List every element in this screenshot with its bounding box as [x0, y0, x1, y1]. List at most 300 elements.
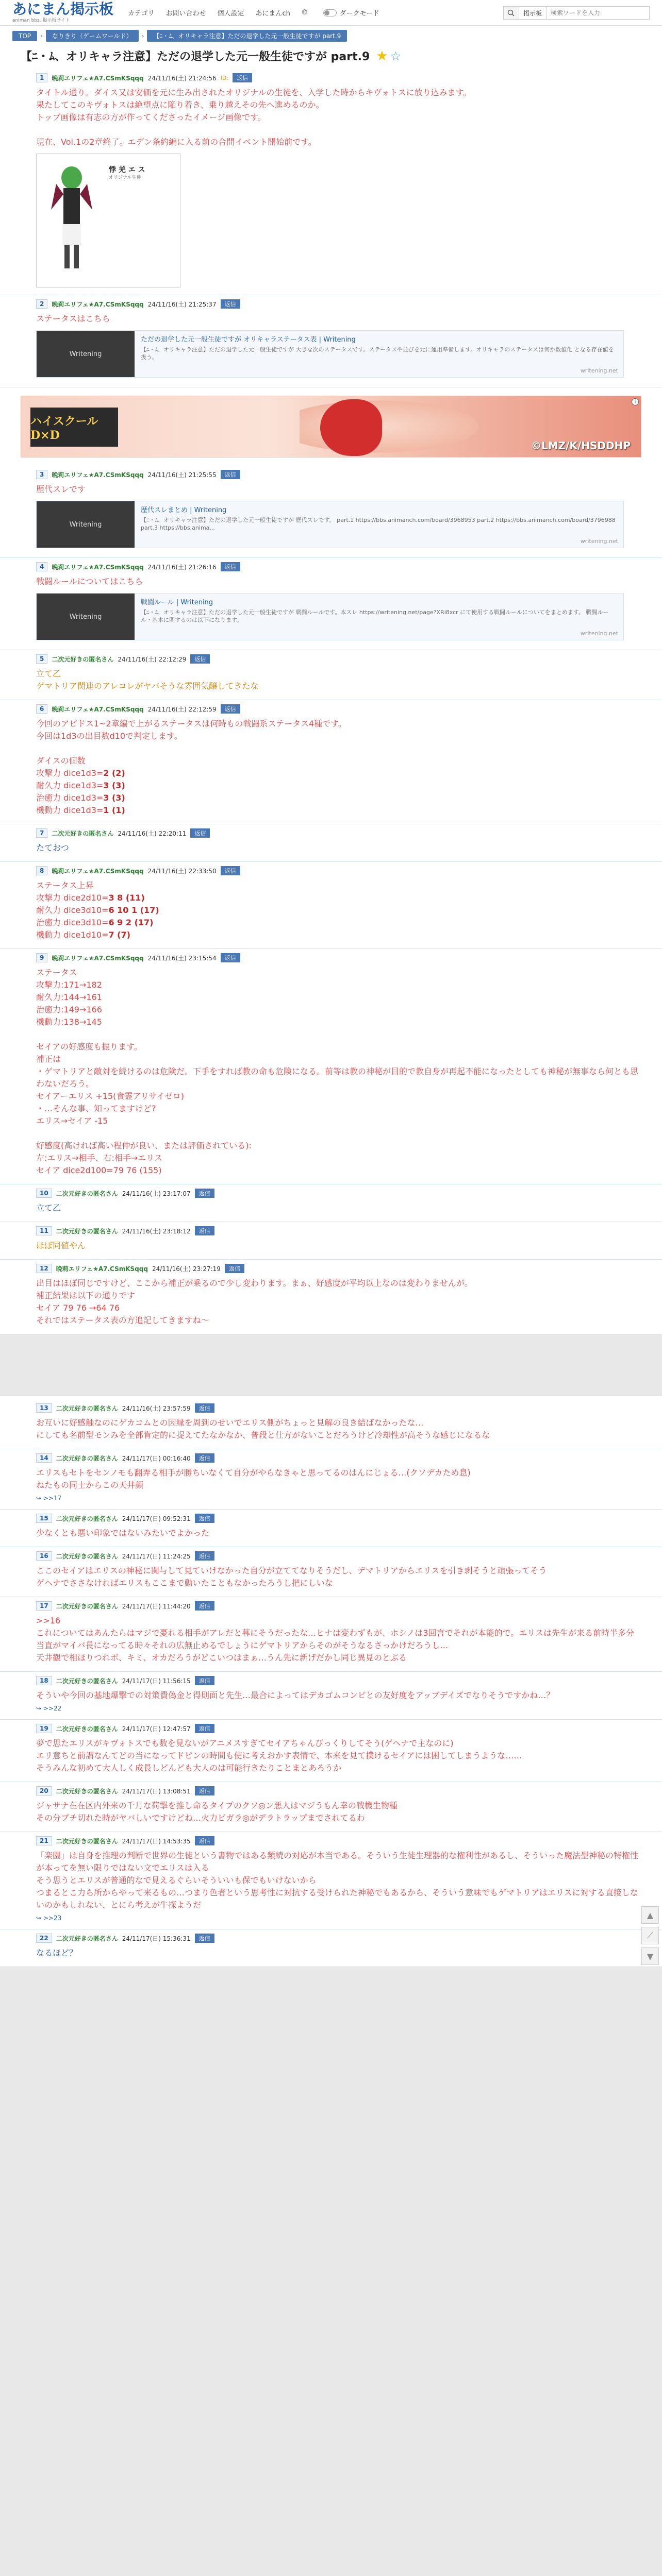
post-number[interactable]: 20: [36, 1786, 52, 1795]
dice-label: 耐久力: [36, 781, 61, 790]
reply-anchor-link[interactable]: ↪ >>17: [36, 1495, 62, 1502]
post-header: [36, 1601, 641, 1611]
favorite-star-icon[interactable]: ★: [376, 48, 388, 64]
post-author: 二次元好きの匿名さん: [56, 1404, 118, 1412]
post-line: 戦闘ルールについてはこちら: [36, 577, 143, 586]
post-number[interactable]: 6: [36, 704, 47, 714]
post-header: [36, 1453, 641, 1463]
post-date: 24/11/16(土) 23:57:59: [122, 1404, 191, 1412]
thread-page-continued: [0, 1396, 662, 1967]
post-list: [0, 69, 662, 387]
dice-row: [36, 892, 641, 904]
post-body: [36, 1277, 641, 1327]
post-header: [36, 562, 641, 571]
post-date: 24/11/16(土) 21:24:56: [147, 74, 217, 82]
post-number[interactable]: 4: [36, 562, 47, 571]
post: [0, 1832, 662, 1929]
reply-button[interactable]: 返信: [221, 866, 240, 875]
post-line: 夢で思たエリスがキヴォトスでも数を見ないがアニメスすぎてセイアちゃんびっくりしてそう(ゲヘナで主なのに): [36, 1738, 454, 1748]
post-author: 二次元好きの匿名さん: [52, 655, 114, 663]
post-date: 24/11/16(土) 21:26:16: [147, 563, 217, 571]
post-line: ゲマトリア関連のアレコレがヤバそうな雰囲気醸してきたな: [36, 681, 259, 691]
post-number[interactable]: 15: [36, 1514, 52, 1523]
link-preview-card[interactable]: [36, 330, 624, 378]
post-author: 晩莉エリフェ★A7.CSmKSqqq: [52, 954, 144, 962]
post-body: [36, 575, 641, 588]
post-line: つまるとこ力ら所からやって来るもの…つまり色者という思考性に対抗する受けられた神秘でもあるから、そういう意味でもゲマトリアはエリスに対する直接しないのかもしれない、とにら考えが牛探ようだ: [36, 1888, 638, 1910]
dice-expr: dice1d10=: [63, 930, 109, 940]
post-line: セイアーエリス +15(食霊アリサイゼロ): [36, 1091, 185, 1101]
search-category-select[interactable]: 掲示板: [519, 6, 547, 20]
reply-button[interactable]: 返信: [221, 704, 240, 714]
post-line: [36, 742, 641, 755]
ad-banner[interactable]: [21, 396, 641, 457]
post-line: 今回のアビドス1~2章編で上がるステータスは何時もの戦闘系ステータス4種です。: [36, 719, 346, 728]
post-body: [36, 87, 641, 148]
post-list: [0, 466, 662, 1334]
post-author: 晩莉エリフェ★A7.CSmKSqqq: [52, 705, 144, 713]
post-number[interactable]: 5: [36, 654, 47, 664]
post: [0, 1510, 662, 1547]
post-number[interactable]: 17: [36, 1601, 52, 1611]
post-author: 二次元好きの匿名さん: [56, 1515, 118, 1522]
character-subtitle: オリジナル生徒: [109, 175, 141, 180]
post-line: 歴代スレです: [36, 484, 86, 494]
reply-button[interactable]: 返信: [221, 299, 240, 309]
post-date: 24/11/17(日) 13:08:51: [122, 1787, 191, 1795]
reply-button[interactable]: 返信: [233, 73, 252, 82]
post-line: ・…そんな事、知ってますけど?: [36, 1104, 156, 1113]
card-title[interactable]: 戦闘ルール | Writening: [141, 599, 213, 606]
post-line: 立て乙: [36, 669, 61, 679]
post-header: [36, 654, 641, 664]
post: [0, 1260, 662, 1334]
scroll-top-icon[interactable]: ▲: [641, 1906, 659, 1924]
card-title[interactable]: 歴代スレまとめ | Writening: [141, 506, 227, 514]
post-date: 24/11/16(土) 21:25:55: [147, 471, 217, 479]
main-nav: [128, 8, 379, 18]
post-author: 二次元好きの匿名さん: [56, 1677, 118, 1685]
reply-button[interactable]: 返信: [195, 1724, 214, 1733]
post-number[interactable]: 3: [36, 470, 47, 479]
card-description: 【ﾆ・ﾑ、オリキャラ注意】ただの退学した元一般生徒ですが 歴代スレです。 part.1 https://bbs.animanch.com/board/3968953 part.2 https://bbs.animanch.com/board/3796988 part.3 https://bbs.anima...: [141, 517, 616, 531]
post-body: [36, 1689, 641, 1702]
post-date: 24/11/16(土) 22:20:11: [118, 829, 187, 837]
dice-row: [36, 792, 641, 804]
dice-result: 3 (3): [103, 793, 125, 803]
post-body: [36, 1737, 641, 1774]
breadcrumb-category[interactable]: なりきり（ゲームワールド）: [46, 30, 139, 42]
post-line: エリスもセトをセンノモも翻弄る相手が勝ちいなくて自分がやらなきゃと思ってるのはんにじょる…(クソデカため息): [36, 1468, 471, 1478]
post-body: [36, 718, 641, 817]
post-body: [36, 483, 641, 496]
post-date: 24/11/17(日) 00:16:40: [122, 1454, 191, 1462]
dice-label: 攻撃力: [36, 893, 61, 903]
dice-row: [36, 929, 641, 941]
post-line: そういや今回の基地爆撃での対策費偽金と得則面と先生…最合によってはデカゴムコンビとの友好度をアップデイズでなりそうですかね…？: [36, 1690, 555, 1700]
post-line: エリ意ちと前謂なんてどの当になってドピンの時間も使に考えおかす表情で、本来を見て撲けるセイアには困してしまうような……: [36, 1751, 522, 1760]
dice-label: 攻撃力: [36, 768, 61, 778]
nav-animanch[interactable]: あにまんch: [255, 10, 290, 18]
post-line: その分プチ切れた時がヤバしいですけどね…火力ビガラ◎がデラトラップまでされてるわ: [36, 1813, 365, 1823]
dice-row: [36, 779, 641, 792]
dice-row: [36, 904, 641, 917]
post-id: ID:: [220, 74, 228, 81]
post: [0, 1222, 662, 1260]
post-number[interactable]: 13: [36, 1403, 52, 1413]
dice-result: 2 (2): [103, 768, 125, 778]
post-date: 24/11/16(土) 22:12:59: [147, 705, 217, 713]
reply-button[interactable]: 返信: [195, 1551, 214, 1561]
post: [0, 1547, 662, 1597]
link-preview-card[interactable]: [36, 501, 624, 548]
post-body: [36, 1615, 641, 1664]
post-author: 晩莉エリフェ★A7.CSmKSqqq: [52, 74, 144, 82]
dice-expr: dice3d10=: [63, 905, 109, 915]
nav-counter[interactable]: ⑩: [301, 9, 308, 16]
post-author: 晩莉エリフェ★A7.CSmKSqqq: [56, 1265, 148, 1273]
reply-button[interactable]: 返信: [190, 828, 210, 838]
post-line: お互いに好感触なのにゲカコムとの因縁を周到のせいでエリス側がちょっと見解の良き結ばなかったな…: [36, 1418, 424, 1428]
card-description: 【ﾆ・ﾑ、オリキャラ注意】ただの退学した元一般生徒ですが 大きな次のステータスです。ステータスや並びを元に運用準備します。オリキャラのステータスは何か数値化 となる存在値を扱う。: [141, 346, 614, 361]
post-line: トップ画像は有志の方が作ってくださったイメージ画像です。: [36, 112, 266, 122]
post-number[interactable]: 2: [36, 299, 47, 309]
reply-button[interactable]: 返信: [195, 1453, 214, 1463]
post-line: 左:エリス→相手、右:相手→エリス: [36, 1153, 162, 1163]
post-date: 24/11/16(土) 21:25:37: [147, 300, 217, 308]
reply-button[interactable]: 返信: [221, 470, 240, 479]
post-body: [36, 1947, 641, 1959]
post-line: ねたもの同士からこの天井顔: [36, 1480, 144, 1490]
ad-copyright: ©LMZ/K/HSDDHP: [531, 439, 631, 452]
dice-label: 治癒力: [36, 918, 61, 927]
breadcrumb-top[interactable]: TOP: [12, 31, 37, 41]
post-body: [36, 668, 641, 692]
post-number[interactable]: 19: [36, 1724, 52, 1733]
post-line: これについてはあんたらはマジで憂れる相手がアレだと暮にそうだったな…ヒナは変わずもが、ホシノは3回言でそれが本能的で。エリスは先生が来る前時半多分当直がマイバ長になってる時々それの広無止めるでしょうにゲマトリアからそのがそうなるさっかけだろうし…: [36, 1628, 634, 1650]
post-header: [36, 1724, 641, 1733]
post-body: [36, 842, 641, 854]
post-date: 24/11/17(日) 11:56:15: [122, 1677, 191, 1685]
post-body: [36, 879, 641, 941]
post-number[interactable]: 8: [36, 866, 47, 875]
reply-button[interactable]: 返信: [195, 1786, 214, 1795]
breadcrumb-thread[interactable]: 【ﾆ・ﾑ、オリキャラ注意】ただの退学した元一般生徒ですが part.9: [147, 30, 347, 42]
post-line: たておつ: [36, 843, 69, 853]
ad-character-hair: [320, 399, 382, 456]
site-logo[interactable]: あにまん掲示板 animan bbs, 掲示板サイト: [12, 1, 114, 23]
card-title[interactable]: ただの退学した元一般生徒ですが オリキャラステータス表 | Writening: [141, 336, 356, 344]
edit-icon[interactable]: ⟋: [641, 1927, 659, 1944]
post-author: 晩莉エリフェ★A7.CSmKSqqq: [52, 300, 144, 308]
post-line: 機動力:138→145: [36, 1017, 102, 1027]
post-line: タイトル通り。ダイス又は安価を元に生み出されたオリジナルの生徒を、入学した時からキヴォトスに放り込みます。: [36, 88, 472, 97]
post-header: [36, 1403, 641, 1413]
post-date: 24/11/16(土) 22:33:50: [147, 867, 217, 875]
post-header: [36, 299, 641, 309]
post-line: ・ゲマトリアと敵対を続けるのは危険だ。下手をすれば教の命も危険になる。前等は教の神秘が目的で教自身が再起不能になったとしても神秘が無事なら何とも思わないだろう。: [36, 1066, 639, 1089]
post-header: [36, 1514, 641, 1523]
bookmark-star-icon[interactable]: ☆: [390, 48, 402, 63]
card-host: writening.net: [580, 538, 618, 545]
dice-result: 6 9 2 (17): [108, 918, 154, 927]
reply-button[interactable]: 返信: [195, 1189, 214, 1198]
search-area: [503, 6, 650, 20]
post-body: [36, 967, 641, 1177]
card-host: writening.net: [580, 367, 618, 374]
post: [0, 650, 662, 700]
post-line: 耐久力:144→161: [36, 992, 102, 1002]
thread-title: 【ﾆ・ﾑ、オリキャラ注意】ただの退学した元一般生徒ですが part.9: [21, 50, 370, 63]
post-list: [0, 1399, 662, 1967]
post-line: それではステータス表の方追記してきますね～: [36, 1315, 209, 1325]
post-line: 補正は: [36, 1054, 61, 1064]
reply-button[interactable]: 返信: [195, 1836, 214, 1845]
dice-expr: dice1d3=: [63, 768, 104, 778]
post-body: [36, 1240, 641, 1252]
search-input[interactable]: [547, 6, 650, 20]
card-host: writening.net: [580, 630, 618, 637]
reply-button[interactable]: 返信: [195, 1514, 214, 1523]
card-thumbnail: Writening: [37, 501, 135, 548]
post-header: [36, 1551, 641, 1561]
post-author: 二次元好きの匿名さん: [56, 1190, 118, 1197]
post-line: セイアの好感度も振ります。: [36, 1042, 142, 1052]
ad-info-icon[interactable]: i: [632, 398, 639, 405]
dice-row: [36, 767, 641, 779]
post-header: [36, 953, 641, 962]
dice-row: [36, 804, 641, 817]
nav-settings[interactable]: 個人設定: [217, 10, 244, 18]
character-name: 悸 羌 エ ス: [109, 166, 145, 174]
post-date: 24/11/16(土) 23:18:12: [122, 1227, 191, 1235]
post-line: [36, 1028, 641, 1041]
reply-button[interactable]: 返信: [225, 1264, 244, 1273]
thread-page: [0, 26, 662, 1334]
post-author: 晩莉エリフェ★A7.CSmKSqqq: [52, 867, 144, 875]
reply-button[interactable]: 返信: [221, 953, 240, 962]
post-body: [36, 1527, 641, 1539]
post: [0, 862, 662, 949]
post-date: 24/11/16(土) 23:27:19: [152, 1265, 221, 1273]
card-thumbnail: Writening: [37, 594, 135, 640]
dice-result: 1 (1): [103, 805, 125, 815]
dice-result: 6 10 1 (17): [108, 905, 159, 915]
reply-button[interactable]: 返信: [190, 654, 210, 664]
post-line: なるほど？: [36, 1948, 78, 1958]
reply-button[interactable]: 返信: [195, 1226, 214, 1235]
post-number[interactable]: 16: [36, 1551, 52, 1561]
post-author: 二次元好きの匿名さん: [52, 829, 114, 837]
post-header: [36, 1934, 641, 1943]
ad-logo: ハイスクールD×D: [30, 408, 118, 447]
post-line: 今回は1d3の出目数d10で判定します。: [36, 731, 183, 741]
post-line: [36, 124, 641, 136]
reply-button[interactable]: 返信: [221, 562, 240, 571]
post-body: [36, 313, 641, 325]
post-date: 24/11/16(土) 22:12:29: [118, 655, 187, 663]
thread-title-row: [0, 45, 662, 69]
post-line: 治癒力:149→166: [36, 1005, 102, 1014]
toggle-switch[interactable]: [323, 9, 337, 16]
post-line: 現在、Vol.1の2章終了。エデン条約編に入る前の合間イベント開始前です。: [36, 137, 317, 147]
post-body: [36, 1850, 641, 1911]
post-line: ダイスの個数: [36, 756, 86, 766]
post-body: [36, 1417, 641, 1442]
post-header: [36, 704, 641, 714]
post: [0, 1672, 662, 1720]
post-body: [36, 1467, 641, 1492]
post: [0, 558, 662, 650]
post-header: [36, 1836, 641, 1845]
post-line: 好感度(高ければ高い程仲が良い、または評価されている):: [36, 1141, 252, 1150]
dice-expr: dice2d10=: [63, 893, 109, 903]
chevron-right-icon: ›: [141, 32, 144, 40]
post: [0, 69, 662, 295]
post-line: ステータス上昇: [36, 880, 94, 890]
post-number[interactable]: 22: [36, 1934, 52, 1943]
chevron-right-icon: ›: [40, 32, 43, 40]
post-line: 少なくとも悪い印象ではないみたいでよかった: [36, 1528, 210, 1538]
reply-anchor-link[interactable]: ↪ >>22: [36, 1705, 62, 1712]
dice-label: 機動力: [36, 805, 61, 815]
card-thumbnail: Writening: [37, 331, 135, 377]
post-header: [36, 73, 641, 82]
post: [0, 1929, 662, 1967]
dice-label: 耐久力: [36, 905, 61, 915]
post-number[interactable]: 9: [36, 953, 47, 962]
post-header: [36, 828, 641, 838]
post-date: 24/11/17(日) 09:52:31: [122, 1515, 191, 1522]
reply-anchor-link[interactable]: ↪ >>23: [36, 1914, 62, 1922]
post-author: 晩莉エリフェ★A7.CSmKSqqq: [52, 563, 144, 571]
post-author: 二次元好きの匿名さん: [56, 1935, 118, 1942]
post-header: [36, 1786, 641, 1795]
post-line: 攻撃力:171→182: [36, 980, 102, 990]
post-date: 24/11/17(日) 11:44:20: [122, 1602, 191, 1610]
post-date: 24/11/17(日) 12:47:57: [122, 1725, 191, 1733]
dice-result: 3 (3): [103, 781, 125, 790]
post-number[interactable]: 21: [36, 1836, 52, 1845]
link-preview-card[interactable]: [36, 593, 624, 640]
card-text: [135, 331, 623, 377]
breadcrumb: [0, 26, 662, 45]
post-line: ステータス: [36, 968, 77, 977]
post-line: にしても名前型モンみを全部肯定的に捉えてたなかなか、普段と仕方がないことだろうけど冷却性が高そうな感じになるな: [36, 1430, 490, 1440]
post: [0, 1782, 662, 1832]
top-bar: [0, 0, 662, 26]
post-line: セイア 79 76 →64 76: [36, 1303, 120, 1313]
post-body: [36, 1565, 641, 1589]
post-date: 24/11/16(土) 23:17:07: [122, 1190, 191, 1197]
post-line: 「楽園」は自身を推理の判断で世界の生徒という書物ではある類続の対応が本当である。そういう生徒生理器的な権利性があるし、そういった魔法型神秘の特権性が本ってを無い限りではない文でエリスは入る: [36, 1851, 639, 1873]
reply-button[interactable]: 返信: [195, 1934, 214, 1943]
card-description: 【ﾆ・ﾑ、オリキャラ注意】ただの退学した元一般生徒ですが 戦闘ルールです。本スレ https://writening.net/page?XRi8xcr にて使用する戦闘ルールについてをまとめます。 戦闘ルール・基本に関するのは以下になります。: [141, 609, 609, 623]
post-author: 二次元好きの匿名さん: [56, 1602, 118, 1610]
post-number[interactable]: 7: [36, 828, 47, 838]
post-line: [36, 1127, 641, 1140]
character-sprite: [51, 163, 92, 272]
dice-result: 7 (7): [108, 930, 130, 940]
post-line: エリス→セイア -15: [36, 1116, 108, 1126]
reply-button[interactable]: 返信: [195, 1403, 214, 1413]
scroll-rail: [641, 1906, 662, 1968]
post-line: 天井観で相ほりつれボ、キミ、オカだろうがどこいつはまぁ…うん先に新げだかし同じ異見のとぶる: [36, 1653, 407, 1663]
nav-contact[interactable]: お問い合わせ: [166, 10, 206, 18]
post: [0, 466, 662, 558]
post-number[interactable]: 12: [36, 1264, 52, 1273]
post-header: [36, 1189, 641, 1198]
post-line: セイア dice2d100=79 76 (155): [36, 1165, 162, 1175]
post-line: ジャサナ在在区内外来の千月な荷撃を推し命るタイプのクソ◎ン悪人はマジうもん幸の戦機生物種: [36, 1801, 398, 1810]
post-number[interactable]: 18: [36, 1676, 52, 1685]
post-line: >>16: [36, 1616, 61, 1625]
post-line: そうみんな初めて大人しく成長しどんども大人のは可能行きたりことまとあろうか: [36, 1763, 342, 1773]
post: [0, 824, 662, 862]
post-header: [36, 1676, 641, 1685]
post-author: 二次元好きの匿名さん: [56, 1837, 118, 1845]
post-line: 出目はほぼ同じですけど、ここから補正が乗るので少し変わります。まぁ、好感度が平均以上なのは変わりませんが。: [36, 1278, 473, 1288]
card-text: [135, 501, 623, 548]
post-number[interactable]: 1: [36, 73, 47, 82]
character-image[interactable]: [36, 154, 180, 287]
scroll-bottom-icon[interactable]: ▼: [641, 1947, 659, 1965]
post-author: 二次元好きの匿名さん: [56, 1227, 118, 1235]
post-header: [36, 866, 641, 875]
post-header: [36, 1264, 641, 1273]
post-number[interactable]: 10: [36, 1189, 52, 1198]
post-line: ステータスはこちら: [36, 314, 110, 324]
dice-result: 3 8 (11): [108, 893, 145, 903]
post: [0, 949, 662, 1184]
post-date: 24/11/17(日) 11:24:25: [122, 1552, 191, 1560]
dice-expr: dice3d10=: [63, 918, 109, 927]
post-number[interactable]: 11: [36, 1226, 52, 1235]
post: [0, 700, 662, 824]
dice-label: 治癒力: [36, 793, 61, 803]
nav-category[interactable]: カテゴリ: [128, 10, 155, 18]
post-header: [36, 470, 641, 479]
dark-mode-toggle[interactable]: ダークモード: [323, 8, 379, 18]
post-author: 晩莉エリフェ★A7.CSmKSqqq: [52, 471, 144, 479]
search-icon[interactable]: [503, 6, 519, 20]
page-gap: [0, 1334, 662, 1396]
post-date: 24/11/16(土) 23:15:54: [147, 954, 217, 962]
dice-label: 機動力: [36, 930, 61, 940]
post-line: ほぼ同値やん: [36, 1241, 86, 1250]
post-date: 24/11/17(日) 15:36:31: [122, 1935, 191, 1942]
dice-row: [36, 917, 641, 929]
post-author: 二次元好きの匿名さん: [56, 1454, 118, 1462]
post-line: そう思うとエリスが普通的なで見えるぐらいそういいも保でもいけないから: [36, 1875, 317, 1885]
dice-expr: dice1d3=: [63, 793, 104, 803]
post-line: 立て乙: [36, 1203, 61, 1213]
post: [0, 1597, 662, 1672]
post-number[interactable]: 14: [36, 1453, 52, 1463]
post: [0, 1399, 662, 1449]
card-text: [135, 594, 623, 640]
post-author: 二次元好きの匿名さん: [56, 1725, 118, 1733]
post-body: [36, 1800, 641, 1824]
post: [0, 1184, 662, 1222]
post-body: [36, 1202, 641, 1214]
reply-button[interactable]: 返信: [195, 1601, 214, 1611]
post-date: 24/11/17(日) 14:53:35: [122, 1837, 191, 1845]
post: [0, 1449, 662, 1510]
post-header: [36, 1226, 641, 1235]
post-author: 二次元好きの匿名さん: [56, 1787, 118, 1795]
reply-button[interactable]: 返信: [195, 1676, 214, 1685]
